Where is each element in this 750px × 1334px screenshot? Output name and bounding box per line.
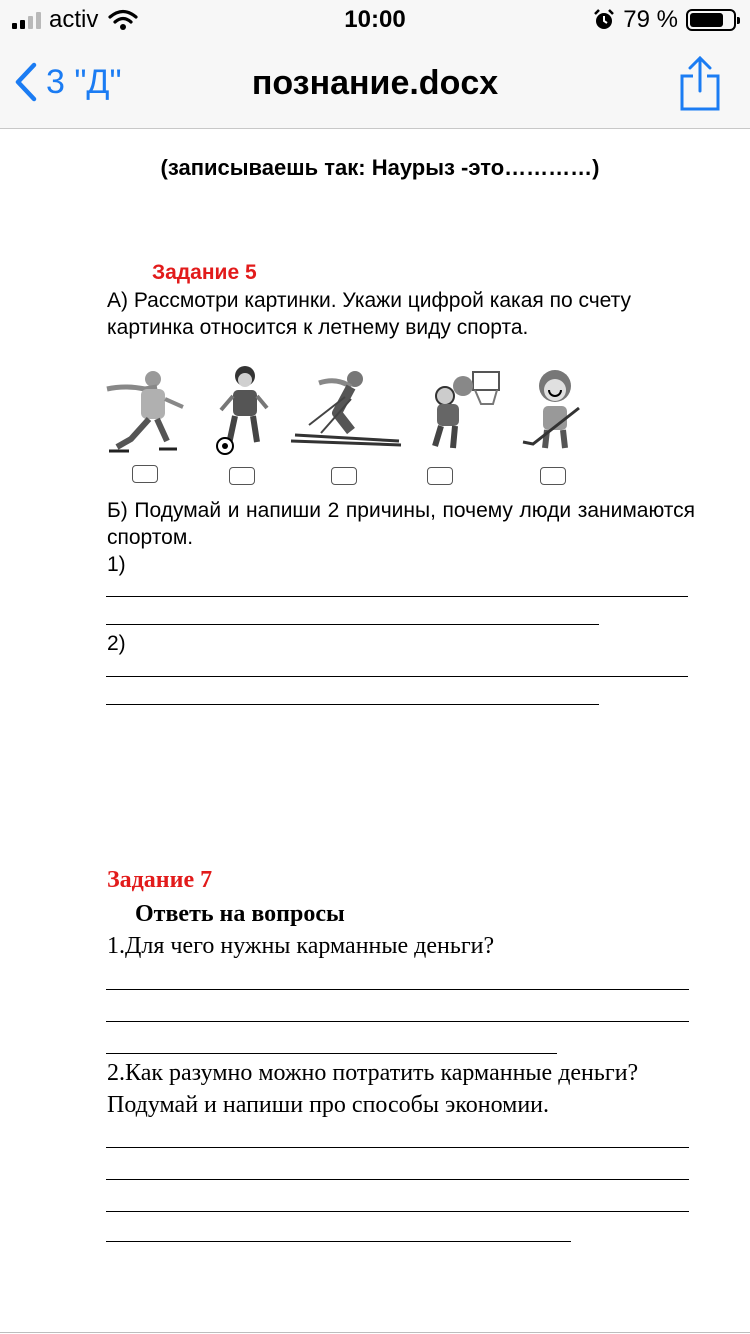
carrier-name: activ bbox=[49, 6, 99, 33]
answer-item-2: 2) bbox=[107, 632, 126, 655]
task5-part-b: Б) Подумай и напиши 2 причины, почему люди занимаются спортом. bbox=[107, 499, 695, 549]
document-title: познание.docx bbox=[251, 64, 499, 102]
sports-pictures bbox=[105, 364, 605, 489]
instruction-note: (записываешь так: Наурыз -это…………) bbox=[160, 155, 600, 180]
picture-4-checkbox[interactable] bbox=[427, 467, 453, 485]
hockey-player-icon bbox=[519, 368, 589, 454]
alarm-icon bbox=[593, 9, 615, 31]
answer-item-1: 1) bbox=[107, 553, 126, 576]
task7-subheading: Ответь на вопросы bbox=[135, 901, 345, 927]
task7-heading: Задание 7 bbox=[107, 867, 213, 893]
answer-line bbox=[106, 1179, 689, 1180]
answer-line bbox=[106, 624, 599, 625]
status-bar bbox=[0, 0, 750, 40]
status-time: 10:00 bbox=[344, 6, 406, 33]
answer-line bbox=[106, 989, 689, 990]
battery-percent: 79 % bbox=[623, 6, 678, 33]
navigation-bar bbox=[0, 40, 750, 128]
picture-2-checkbox[interactable] bbox=[229, 467, 255, 485]
skater-icon bbox=[105, 369, 187, 455]
answer-line bbox=[106, 704, 599, 705]
top-bar bbox=[0, 0, 750, 129]
answer-line bbox=[106, 1241, 571, 1242]
basketball-player-icon bbox=[423, 370, 503, 452]
football-player-icon bbox=[215, 364, 271, 456]
picture-5-checkbox[interactable] bbox=[540, 467, 566, 485]
skier-icon bbox=[289, 369, 403, 451]
bottom-divider bbox=[0, 1332, 750, 1333]
answer-line bbox=[106, 1053, 557, 1054]
question-1: 1.Для чего нужны карманные деньги? bbox=[107, 933, 495, 959]
answer-line bbox=[106, 1211, 689, 1212]
task5-part-a: А) Рассмотри картинки. Укажи цифрой какая по счету картинка относится к летнему виду спорта. bbox=[107, 289, 632, 339]
share-button[interactable] bbox=[680, 56, 720, 117]
picture-1-checkbox[interactable] bbox=[132, 465, 158, 483]
picture-3-checkbox[interactable] bbox=[331, 467, 357, 485]
back-button-label: 3 "Д" bbox=[46, 62, 122, 101]
battery-icon bbox=[686, 9, 736, 31]
share-icon bbox=[680, 56, 720, 112]
answer-line bbox=[106, 1147, 689, 1148]
document-page[interactable] bbox=[0, 129, 750, 1334]
answer-line bbox=[106, 596, 688, 597]
task5-heading: Задание 5 bbox=[152, 261, 257, 284]
answer-line bbox=[106, 676, 688, 677]
question-2: 2.Как разумно можно потратить карманные деньги? Подумай и напиши про способы экономии. bbox=[107, 1060, 639, 1118]
answer-line bbox=[106, 1021, 689, 1022]
